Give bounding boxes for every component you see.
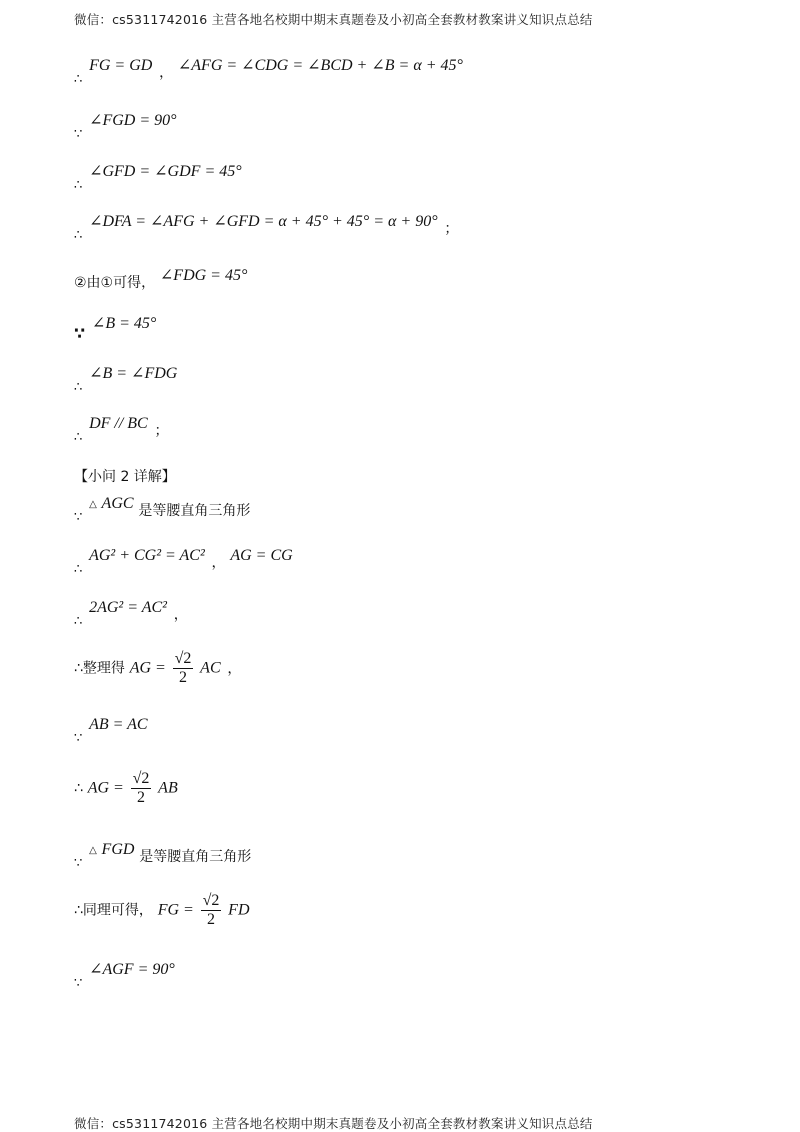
line-prefix: 整理得 — [82, 660, 125, 677]
therefore-symbol: ∴ — [74, 562, 83, 577]
proof-line-3 — [74, 163, 242, 193]
line-prefix: ②由①可得， — [74, 275, 156, 291]
because-symbol: ∵ — [74, 324, 86, 343]
proof-line-2 — [74, 112, 177, 142]
therefore-symbol: ∴ — [74, 380, 83, 395]
proof-line-4 — [74, 213, 459, 243]
page-footer: 微信：cs5311742016 主营各地名校期中期末真题卷及小初高全套教材教案讲义知识点总结 — [74, 1116, 593, 1131]
math-expression: 2AG² = AC² — [89, 599, 167, 616]
fraction-denominator: 2 — [207, 911, 215, 928]
proof-line-9 — [74, 495, 251, 525]
math-lhs: AG = — [129, 659, 166, 677]
because-symbol: ∵ — [74, 731, 83, 746]
math-lhs: FG = — [157, 901, 194, 919]
because-symbol: ∵ — [74, 127, 83, 142]
comma: ， — [159, 65, 174, 81]
proof-line-6 — [74, 315, 157, 343]
math-expression: FGD — [101, 841, 135, 858]
math-rhs: AB — [158, 779, 178, 797]
section-heading: 【小问 2 详解】 — [74, 469, 176, 485]
therefore-symbol: ∴ — [74, 72, 83, 87]
math-rhs: FD — [228, 901, 250, 919]
math-expression: ∠DFA = ∠AFG + ∠GFD = α + 45° + 45° = α + 90° — [89, 213, 438, 230]
therefore-symbol: ∴ — [74, 902, 83, 919]
proof-line-11 — [74, 599, 188, 629]
fraction — [131, 770, 152, 807]
fraction-denominator: 2 — [137, 789, 145, 806]
math-expression: DF // BC — [89, 415, 148, 432]
math-expression: ∠FDG = 45° — [159, 267, 248, 284]
fraction-denominator: 2 — [179, 669, 187, 686]
therefore-symbol: ∴ — [74, 614, 83, 629]
math-expression: FG = GD — [89, 57, 153, 74]
math-expression: AGC — [101, 495, 134, 512]
comma: ， — [211, 555, 226, 571]
proof-line-14 — [74, 770, 178, 807]
therefore-symbol: ∴ — [74, 430, 83, 445]
fraction — [173, 650, 194, 687]
because-symbol: ∵ — [74, 510, 83, 525]
proof-line-13 — [74, 716, 148, 746]
proof-line-5 — [74, 267, 248, 292]
math-expression: ∠B = ∠FDG — [89, 365, 178, 382]
therefore-symbol: ∴ — [74, 178, 83, 193]
math-expression: AG = CG — [230, 547, 293, 564]
math-expression: ∠FGD = 90° — [89, 112, 177, 129]
proof-line-12 — [74, 650, 241, 687]
semicolon: ； — [444, 221, 459, 237]
math-expression: AG² + CG² = AC² — [89, 547, 205, 564]
fraction-numerator: √2 — [132, 770, 150, 787]
comma: ， — [173, 607, 188, 623]
fraction — [201, 892, 222, 929]
proof-line-15 — [74, 841, 252, 871]
therefore-symbol: ∴ — [74, 228, 83, 243]
fraction-numerator: √2 — [174, 650, 192, 667]
proof-line-8 — [74, 415, 169, 445]
math-expression: AB = AC — [89, 716, 148, 733]
therefore-symbol: ∴ — [74, 660, 83, 677]
line-text: 是等腰直角三角形 — [139, 849, 252, 865]
proof-line-17 — [74, 961, 175, 991]
line-prefix: 同理可得， — [82, 902, 153, 919]
triangle-icon: △ — [89, 845, 97, 856]
proof-line-1 — [74, 57, 463, 87]
math-expression: ∠GFD = ∠GDF = 45° — [89, 163, 242, 180]
because-symbol: ∵ — [74, 856, 83, 871]
math-expression: ∠B = 45° — [91, 315, 157, 332]
math-expression: ∠AGF = 90° — [89, 961, 175, 978]
therefore-symbol: ∴ — [74, 780, 83, 797]
proof-line-10 — [74, 547, 293, 577]
page-header: 微信：cs5311742016 主营各地名校期中期末真题卷及小初高全套教材教案讲义知识点总结 — [74, 12, 593, 27]
proof-line-7 — [74, 365, 178, 395]
proof-line-16 — [74, 892, 250, 929]
math-lhs: AG = — [87, 779, 124, 797]
triangle-icon: △ — [89, 499, 97, 510]
math-rhs: AC — [200, 659, 221, 677]
math-expression: ∠AFG = ∠CDG = ∠BCD + ∠B = α + 45° — [177, 57, 463, 74]
fraction-numerator: √2 — [202, 892, 220, 909]
comma: ， — [227, 660, 242, 677]
line-text: 是等腰直角三角形 — [138, 503, 251, 519]
because-symbol: ∵ — [74, 976, 83, 991]
semicolon: ； — [154, 423, 169, 439]
